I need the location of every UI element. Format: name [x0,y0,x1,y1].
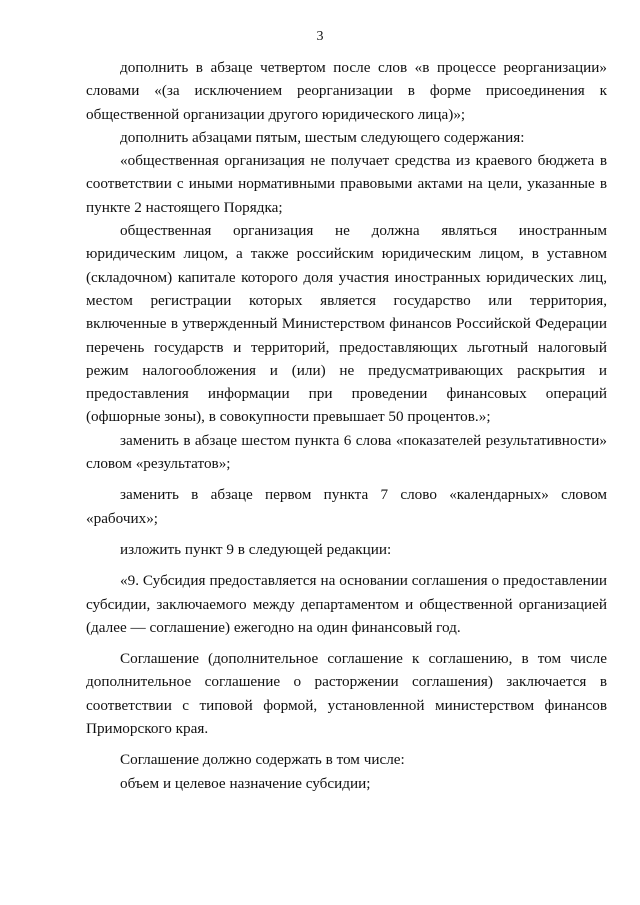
page-number: 3 [316,29,324,44]
paragraph-restate-item-9: изложить пункт 9 в следующей редакции: [120,540,392,558]
paragraph-add-fifth-sixth: дополнить абзацами пятым, шестым следующего содержания: [120,128,525,146]
paragraph-subsidy-volume: объем и целевое назначение субсидии; [120,774,371,792]
paragraph-foreign-entity: общественная организация не должна являться иностранным юридическим лицом, а также российским юридическим лицом, в уставном (складочном) капитале которого доля участия иностранных юридических лиц, местом регистрации которых является государство или территория, включенные в утвержденный Министерством финансов Российской Федерации перечень государств и территорий, предоставляющих льготный налоговый режим налогообложения и (или) не предусматривающих раскрытия и предоставления информации при проведении финансовых операций (офшорные зоны), в совокупности превышает 50 процентов.»; [86,222,607,426]
paragraph-replace-indicators: заменить в абзаце шестом пункта 6 слова «показателей результативности» словом «результатов»; [86,431,607,473]
paragraph-replace-calendar: заменить в абзаце первом пункта 7 слово «календарных» словом «рабочих»; [86,486,607,527]
paragraph-agreement-form: Соглашение (дополнительное соглашение к соглашению, в том числе дополнительное соглашение о расторжении соглашения) заключается в соответствии с типовой формой, установленной министерством финансов Приморского края. [86,650,607,738]
paragraph-amend-fourth: дополнить в абзаце четвертом после слов «в процессе реорганизации» словами «(за исключением реорганизации в форме присоединения к общественной организации другого юридического лица)»; [86,59,607,123]
paragraph-agreement-contents: Соглашение должно содержать в том числе: [120,751,405,769]
document-body [86,56,607,795]
paragraph-subsidy-agreement: «9. Субсидия предоставляется на основании соглашения о предоставлении субсидии, заключаемого между департаментом и общественной организацией (далее — соглашение) ежегодно на один финансовый год. [86,572,607,636]
paragraph-budget-funds: «общественная организация не получает средства из краевого бюджета в соответствии с иными нормативными правовыми актами на цели, указанные в пункте 2 настоящего Порядка; [86,152,607,216]
